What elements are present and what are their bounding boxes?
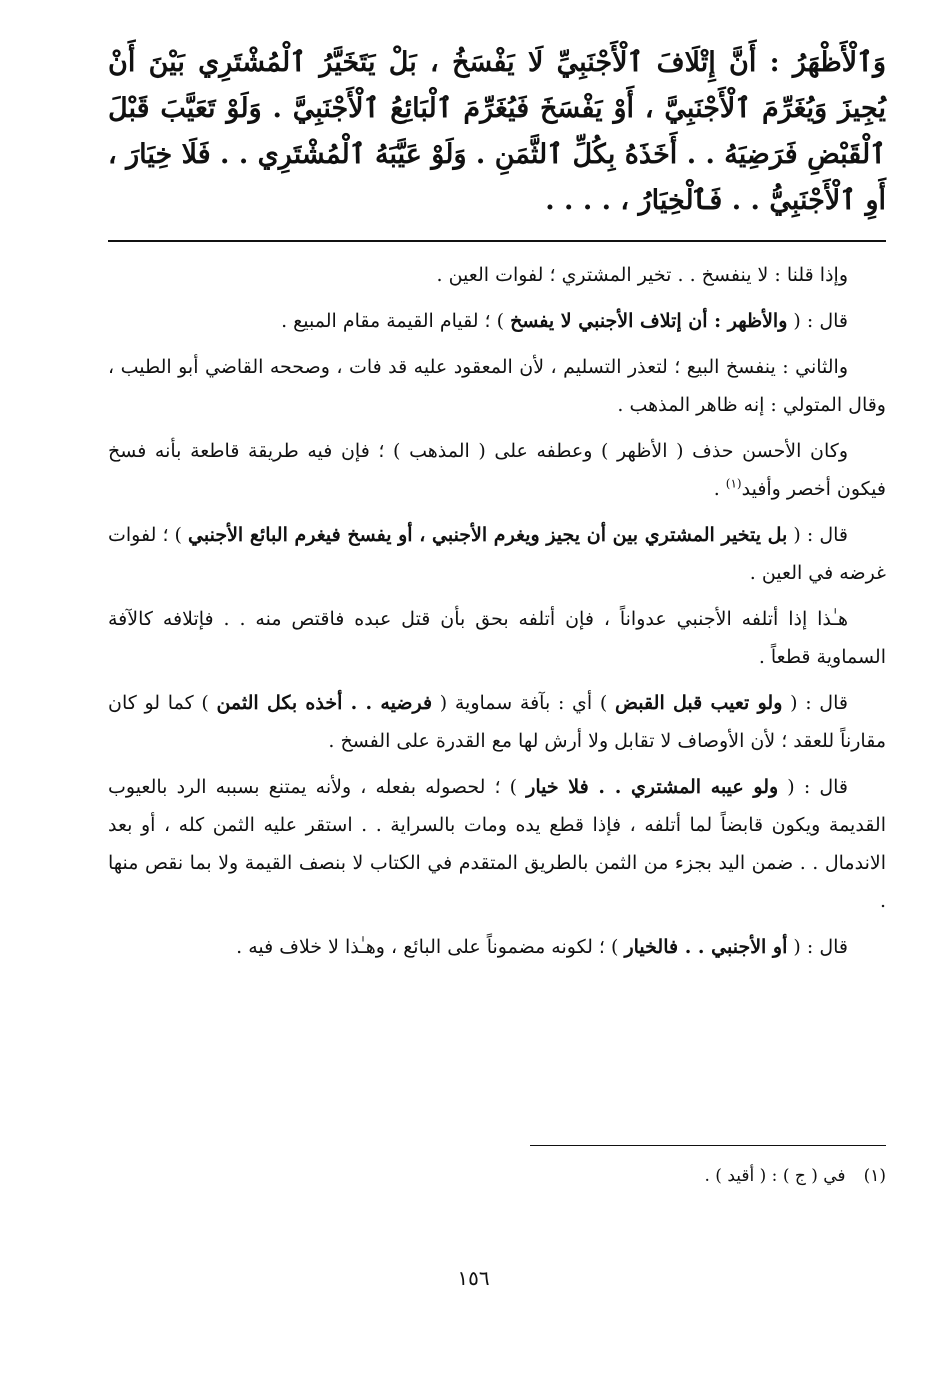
paragraph-text: وإذا قلنا : لا ينفسخ . . تخير المشتري ؛ لفوات العين . <box>436 264 848 286</box>
page-number: ١٥٦ <box>457 1266 490 1290</box>
page-body <box>108 40 886 974</box>
commentary-paragraph <box>108 928 886 966</box>
commentary-paragraph <box>108 516 886 592</box>
matn-text: وَٱلْأَظْهَرُ : أَنَّ إِتْلَافَ ٱلْأَجْنَبِيِّ لَا يَفْسَخُ ، بَلْ يَتَخَيَّرُ ٱلْمُشْتَرِي بَيْنَ أَنْ يُجِيزَ وَيُغَرِّمَ ٱلْأَجْنَبِيَّ ، أَوْ يَفْسَخَ فَيُغَرِّمَ ٱلْبَائِعُ ٱلْأَجْنَبِيَّ . وَلَوْ تَعَيَّبَ قَبْلَ ٱلْقَبْضِ فَرَضِيَهُ . . أَخَذَهُ بِكُلِّ ٱلثَّمَنِ . وَلَوْ عَيَّبَهُ ٱلْمُشْتَرِي . . فَلَا خِيَارَ ، أَوِ ٱلْأَجْنَبِيُّ . . فَٱلْخِيَارُ ، . . . . <box>108 47 886 216</box>
paragraph-text: وكان الأحسن حذف ( الأظهر ) وعطفه على ( المذهب ) ؛ فإن فيه طريقة قاطعة بأنه فسخ فيكون أخصر وأفيد <box>108 440 886 500</box>
footnote-marker: (١) <box>725 476 742 491</box>
quote-lead: قال : ( <box>787 524 849 546</box>
footnote-text: في ( ج ) : ( أقيد ) . <box>704 1166 846 1186</box>
commentary-paragraph <box>108 432 886 508</box>
quote-lead: قال : ( <box>787 310 848 332</box>
quoted-matn: فرضيه . . أخذه بكل الثمن <box>216 692 433 714</box>
paragraph-text: هـٰذا إذا أتلفه الأجنبي عدواناً ، فإن أتلفه بحق بأن قتل عبده فاقتص منه . . فإتلافه كالآفة السماوية قطعاً . <box>108 608 886 668</box>
quoted-matn: بل يتخير المشتري بين أن يجيز ويغرم الأجنبي ، أو يفسخ فيغرم البائع الأجنبي <box>188 524 788 546</box>
paragraph-text: ) أي : بآفة سماوية ( <box>432 692 616 714</box>
quote-lead: قال : ( <box>778 776 848 798</box>
paragraph-text: والثاني : ينفسخ البيع ؛ لتعذر التسليم ، لأن المعقود عليه قد فات ، وصححه القاضي أبو الطيب ، وقال المتولي : إنه ظاهر المذهب . <box>108 356 886 416</box>
commentary-paragraph <box>108 684 886 760</box>
paragraph-text: ) ؛ لقيام القيمة مقام المبيع . <box>281 310 511 332</box>
footnote <box>705 1163 887 1189</box>
footnote-separator-rule <box>530 1145 886 1146</box>
paragraph-text: ) كما لو كان مقارناً للعقد ؛ لأن الأوصاف لا تقابل ولا أرش لها مع القدرة على الفسخ . <box>108 692 886 752</box>
quoted-matn: ولو عيبه المشتري . . فلا خيار <box>526 776 779 798</box>
quoted-matn: أو الأجنبي . . فالخيار <box>624 936 788 958</box>
paragraph-text: ) ؛ لفوات غرضه في العين . <box>108 524 886 584</box>
quote-lead: قال : ( <box>787 936 848 958</box>
commentary-paragraph <box>108 348 886 424</box>
paragraph-text: ) ؛ لحصوله بفعله ، ولأنه يمتنع بسببه الرد بالعيوب القديمة ويكون قابضاً لما أتلفه ، فإذا قطع يده ومات بالسراية . . استقر عليه الثمن كله ، أو بعد الاندمال . . ضمن اليد بجزء من الثمن بالطريق المتقدم في الكتاب لا بنصف القيمة ولا بما نقص منها . <box>108 776 886 912</box>
commentary-paragraph <box>108 302 886 340</box>
paragraph-text: ) ؛ لكونه مضموناً على البائع ، وهـٰذا لا خلاف فيه . <box>236 936 625 958</box>
commentary <box>108 256 886 966</box>
quote-lead: قال : ( <box>782 692 848 714</box>
paragraph-text: . <box>713 478 726 500</box>
quoted-matn: والأظهر : أن إتلاف الأجنبي لا يفسخ <box>510 310 788 332</box>
matn-separator-rule <box>108 240 886 242</box>
quoted-matn: ولو تعيب قبل القبض <box>615 692 783 714</box>
footnote-number: (١) <box>863 1166 886 1186</box>
commentary-paragraph <box>108 600 886 676</box>
commentary-paragraph <box>108 256 886 294</box>
commentary-paragraph <box>108 768 886 920</box>
